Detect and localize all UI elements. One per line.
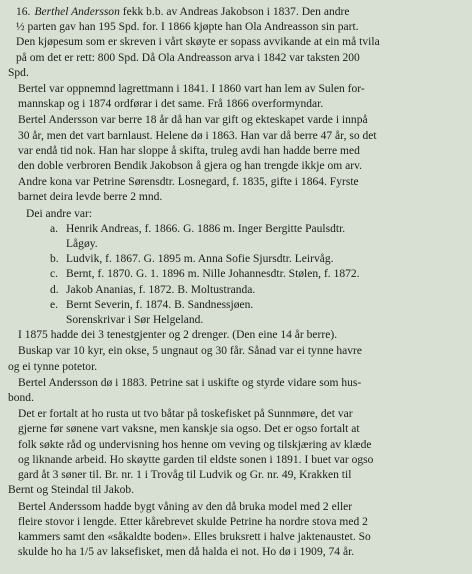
text-line: ½ parten gav han 195 Spd. for. I 1866 kjøpte han Ola Andreasson sin part. <box>16 21 359 34</box>
text-line: bond. <box>8 392 34 405</box>
text-line: Bernt og Steindal til Jakob. <box>8 484 135 497</box>
text-line: Bertel Andersson dø i 1883. Petrine sat i uskifte og styrde vidare som hus- <box>18 376 362 389</box>
paragraph-16 <box>8 5 458 81</box>
list-text: Bernt, f. 1870. G. 1. 1896 m. Nille Johannesdtr. Stølen, f. 1872. <box>66 268 360 281</box>
entry-number: 16. <box>16 6 31 18</box>
text-line: Buskap var 10 kyr, ein okse, 5 ungnaut og 30 får. Sånad var ei tynne havre <box>18 345 363 358</box>
list-text: Bernt Severin, f. 1874. B. Sandnessjøen. <box>66 298 254 311</box>
text-line: den doble verbroren Bendik Jakobson å gjera og han trengde ikkje om arv. <box>18 160 362 173</box>
list-letter: a. <box>50 222 59 235</box>
paragraph-lagrettmann <box>8 82 458 112</box>
paragraph-fishing <box>8 407 458 498</box>
text-line: fleire stovor i lengde. Etter kårebrevet skulde Petrine ha nordre stova med 2 <box>18 515 368 528</box>
text-line: Det er fortalt at ho rusta ut tvo båtar på toskefisket på Sunnmøre, det var <box>18 408 353 421</box>
text-line: barnet deira levde berre 2 mnd. <box>18 191 163 204</box>
list-continuation: Lågøy. <box>66 238 98 251</box>
person-name: Berthel Andersson <box>34 6 120 18</box>
text-line: var endå tid nok. Han har sloppe å skifta, truleg avdi han hadde berre med <box>18 144 360 157</box>
list-item <box>8 298 458 328</box>
text-line: Andre kona var Petrine Sørensdtr. Losnegard, f. 1835, gifte i 1864. Fyrste <box>18 176 359 189</box>
list-text: Jakob Ananias, f. 1872. B. Moltustranda. <box>66 283 256 296</box>
list-item <box>8 283 458 298</box>
children-list <box>8 222 458 328</box>
text-line: 30 år, men det vart barnlaust. Helene dø i 1863. Han var då berre 47 år, so det <box>18 129 377 142</box>
list-text: Ludvik, f. 1867. G. 1895 m. Anna Sofie Sjursdtr. Leirvåg. <box>66 253 334 266</box>
text-span: fekk b.b. av Andreas Jakobson i 1837. Den andre <box>119 6 350 18</box>
text-line: Spd. <box>8 66 29 79</box>
list-letter: e. <box>50 298 59 311</box>
paragraph-death <box>8 376 458 406</box>
paragraph-1875 <box>8 328 458 343</box>
text-line: på om det er rett: 800 Spd. Då Ola Andreasson arva i 1842 var taksten 200 <box>16 51 360 64</box>
text-line: Bertel Andersson var berre 18 år då han var gift og ekteskapet varde i innpå <box>18 114 368 127</box>
text-line: Bertel var oppnemnd lagrettmann i 1841. I 1860 vart han lem av Sulen for- <box>18 83 365 96</box>
list-item <box>8 252 458 267</box>
text-line: mannskap og i 1874 ordførar i det same. Frå 1866 overformyndar. <box>18 98 324 111</box>
paragraph-marriage <box>8 113 458 174</box>
list-letter: c. <box>50 268 59 281</box>
text-line: og liknande arbeid. Ho skøytte garden til eldste sonen i 1891. I buet var ogso <box>18 453 374 466</box>
text-line: Bertel Anderssom hadde bygt våning av den då bruka model med 2 eller <box>18 500 353 513</box>
paragraph-second-wife <box>8 175 458 205</box>
list-continuation: Sorenskrivar i Sør Helgeland. <box>66 314 204 327</box>
text-line: folk søkte råd og undervisning hos henne om veving og tilskjæring av klæde <box>18 438 372 451</box>
list-letter: d. <box>50 283 59 296</box>
list-letter: b. <box>50 253 59 266</box>
text-line <box>8 5 458 20</box>
text-line: Den kjøpesum som er skreven i vårt skøyte er sopass avvikande at ein må tvila <box>16 36 380 49</box>
text-line: gjerne før sønene vart vaksne, men kanskje sia ogso. Det er ogso fortalt at <box>18 423 360 436</box>
text-line: skulde ho ha 1/5 av laksefisket, men då halda ei not. Ho dø i 1909, 74 år. <box>18 546 355 559</box>
list-text: Henrik Andreas, f. 1866. G. 1886 m. Inger Bergitte Paulsdtr. <box>66 222 346 235</box>
list-item <box>8 222 458 252</box>
text-line: og ei tynne potetor. <box>8 360 98 373</box>
text-line: I 1875 hadde dei 3 tenestgjenter og 2 drenger. (Den eine 14 år berre). <box>18 329 338 342</box>
text-line: kammers samt den «såkaldte boden». Elles bruksrett i halve jaktenaustet. So <box>18 530 371 543</box>
text-line: gard åt 3 søner til. Br. nr. 1 i Trovåg til Ludvik og Gr. nr. 49, Krakken til <box>18 469 352 482</box>
children-intro: Dei andre var: <box>26 207 93 220</box>
paragraph-livestock <box>8 344 458 374</box>
list-item <box>8 267 458 282</box>
paragraph-house <box>8 500 458 561</box>
